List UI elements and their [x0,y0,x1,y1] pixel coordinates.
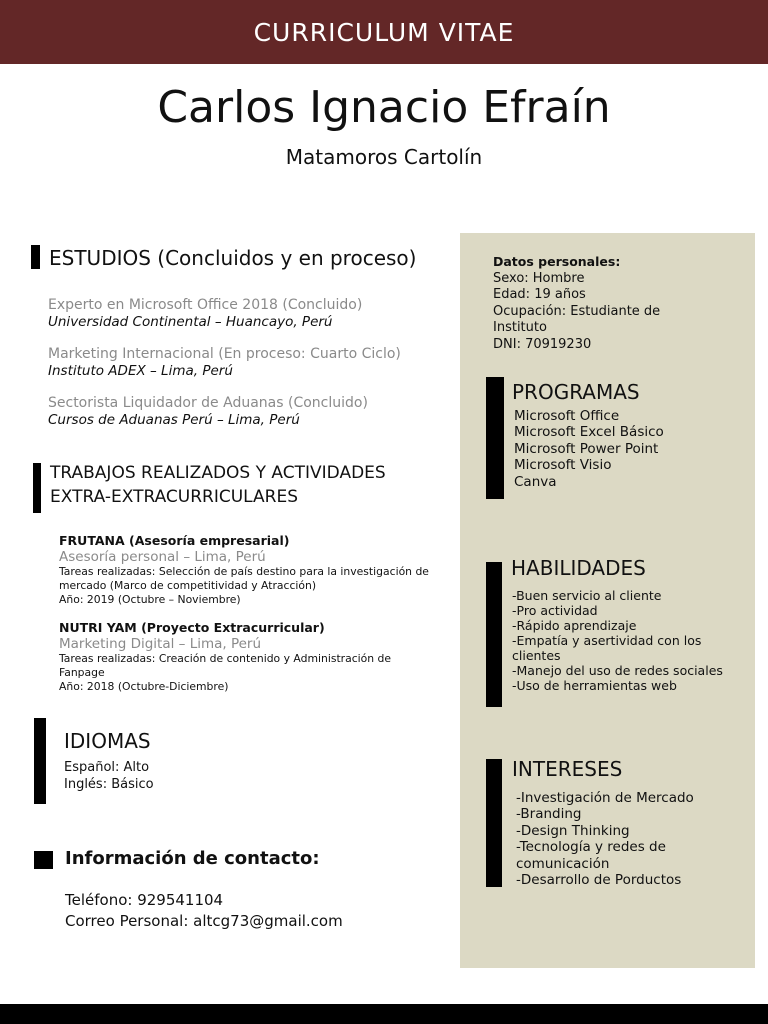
interest-item: -Investigación de Mercado [516,790,694,806]
personal-dni: DNI: 70919230 [493,336,592,352]
skills-list [512,588,723,693]
header-banner [0,0,768,64]
study-item [48,346,448,380]
programs-heading: PROGRAMAS [512,380,640,404]
personal-age: Edad: 19 años [493,287,586,302]
document-title: CURRICULUM VITAE [253,17,515,47]
study-title: Experto en Microsoft Office 2018 (Concluido) [48,297,363,313]
section-marker [486,759,502,887]
program-item: Canva [514,473,557,490]
person-surname: Matamoros Cartolín [285,145,483,169]
job-place: Asesoría personal – Lima, Perú [59,549,266,565]
interests-list [516,790,694,888]
skill-item: clientes [512,648,561,663]
job-title: FRUTANA (Asesoría empresarial) [59,533,290,548]
person-name: Carlos Ignacio Efraín [157,82,611,133]
program-item: Microsoft Excel Básico [514,424,664,441]
interest-item: -Branding [516,806,582,823]
skills-heading: HABILIDADES [511,556,646,580]
job-year: Año: 2019 (Octubre – Noviembre) [59,593,241,606]
contact-email: Correo Personal: altcg73@gmail.com [65,912,343,930]
job-tasks: Tareas realizadas: Selección de país destino para la investigación de mercado (Marco de competitividad y Atracción) [59,565,429,592]
personal-occupation: Ocupación: Estudiante de [493,303,661,319]
job-title: NUTRI YAM (Proyecto Extracurricular) [59,620,325,635]
study-school: Universidad Continental – Huancayo, Perú [48,314,333,330]
skill-item: -Empatía y asertividad con los [512,633,702,648]
interests-heading: INTERESES [512,757,623,781]
interest-item: -Tecnología y redes de [516,839,666,856]
section-marker [34,718,46,804]
skill-item: -Rápido aprendizaje [512,618,637,633]
skill-item: -Uso de herramientas web [512,678,677,693]
program-item: Microsoft Visio [514,457,612,474]
section-marker [33,463,41,513]
study-item [48,297,448,331]
personal-heading: Datos personales: [493,254,621,269]
jobs-heading [50,461,386,509]
section-marker [31,245,40,269]
interest-item: comunicación [516,855,610,872]
study-item [48,395,448,429]
program-item: Microsoft Power Point [514,440,659,457]
section-marker [34,851,53,869]
job-item [59,619,439,694]
contact-heading: Información de contacto: [65,848,320,869]
study-title: Sectorista Liquidador de Aduanas (Concluido) [48,395,368,411]
studies-heading: ESTUDIOS (Concluidos y en proceso) [49,246,417,270]
skill-item: -Manejo del uso de redes sociales [512,663,723,678]
job-year: Año: 2018 (Octubre-Diciembre) [59,680,229,693]
job-place: Marketing Digital – Lima, Perú [59,636,262,652]
skill-item: -Buen servicio al cliente [512,588,662,603]
skill-item: -Pro actividad [512,603,598,618]
section-marker [486,377,504,499]
languages-heading: IDIOMAS [64,729,151,753]
jobs-heading-line2: EXTRA-EXTRACURRICULARES [50,487,299,507]
languages-list [64,759,154,793]
study-title: Marketing Internacional (En proceso: Cuarto Ciclo) [48,346,401,362]
personal-occupation-cont: Instituto [493,320,547,335]
language-item: Español: Alto [64,760,150,775]
contact-phone: Teléfono: 929541104 [65,891,224,909]
section-marker [486,562,502,707]
language-item: Inglés: Básico [64,777,154,792]
job-tasks: Tareas realizadas: Creación de contenido y Administración de Fanpage [59,652,392,679]
program-item: Microsoft Office [514,408,620,424]
interest-item: -Design Thinking [516,822,630,839]
contact-details [65,890,343,932]
programs-list [514,408,664,490]
interest-item: -Desarrollo de Porductos [516,872,682,889]
job-item [59,532,439,607]
study-school: Cursos de Aduanas Perú – Lima, Perú [48,412,300,428]
study-school: Instituto ADEX – Lima, Perú [48,363,233,379]
personal-sex: Sexo: Hombre [493,270,585,286]
jobs-heading-line1: TRABAJOS REALIZADOS Y ACTIVIDADES [50,463,386,483]
footer-bar [0,1004,768,1024]
personal-data [493,254,733,353]
